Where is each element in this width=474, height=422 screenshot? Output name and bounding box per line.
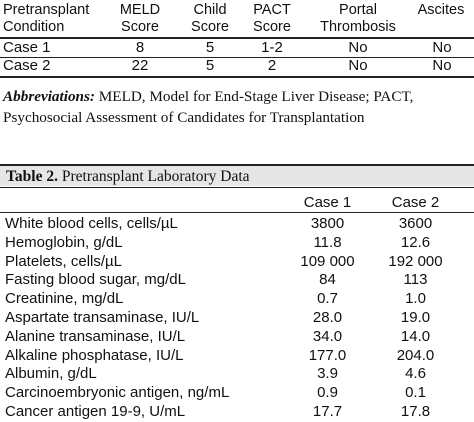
t2-row-case1: 3.9: [317, 365, 338, 383]
t1-row2-meld: 22: [131, 57, 149, 74]
t1-bottom-rule: [0, 76, 474, 78]
t2-row-case2: 0.1: [405, 384, 426, 402]
t1-row1-portal: No: [348, 39, 368, 56]
t2-row-case1: 0.7: [317, 290, 338, 308]
t2-row-case1: 34.0: [312, 327, 343, 345]
t2-row-case2: 192 000: [388, 252, 443, 270]
t1-header-meld: MELD Score: [119, 2, 161, 35]
t1-row2-ascites: No: [432, 57, 452, 74]
t2-row-label: Alkaline phosphatase, IU/L: [5, 346, 184, 364]
t2-row-case1: 84: [319, 271, 336, 289]
t2-title-text: Pretransplant Laboratory Data: [57, 168, 250, 185]
table-row: [0, 365, 474, 384]
t2-row-label: Cancer antigen 19-9, U/mL: [5, 403, 186, 420]
t2-row-label: White blood cells, cells/µL: [5, 215, 178, 232]
t2-title: [6, 167, 250, 186]
t2-row-case1: 109 000: [300, 252, 355, 270]
t1-row1-condition: Case 1: [3, 39, 51, 56]
t2-row-label: Creatinine, mg/dL: [5, 290, 124, 308]
t2-row-label: Hemoglobin, g/dL: [5, 233, 123, 251]
table-row: [0, 328, 474, 347]
t2-row-case2: 12.6: [400, 233, 431, 251]
t1-row1-meld: 8: [135, 39, 145, 56]
table-row: [0, 347, 474, 366]
table-row: [0, 215, 474, 234]
t2-row-case2: 204.0: [396, 346, 435, 364]
t1-row2-portal: No: [348, 57, 368, 74]
table-row: [0, 290, 474, 309]
abbreviations-label: Abbreviations:: [3, 88, 95, 105]
t1-header-child: Child Score: [191, 2, 229, 35]
t1-row2-pact: 2: [267, 57, 277, 74]
t2-row-case2: 4.6: [405, 365, 426, 383]
t2-header-case1: Case 1: [303, 194, 352, 211]
t2-row-case2: 113: [403, 271, 428, 289]
abbreviations-footnote: [3, 86, 473, 128]
t2-row-case2: 19.0: [400, 309, 431, 326]
t1-row2-child: 5: [205, 57, 215, 74]
table-row: [0, 271, 474, 290]
t2-row-label: Fasting blood sugar, mg/dL: [5, 271, 186, 289]
t2-row-case1: 17.7: [312, 403, 343, 420]
t1-header-condition: Pretransplant Condition: [3, 2, 90, 35]
t2-row-case1: 11.8: [313, 233, 342, 251]
t2-row-case2: 14.0: [400, 327, 431, 345]
t2-header-case2: Case 2: [391, 194, 440, 211]
t1-row1-child: 5: [205, 39, 215, 56]
t2-row-label: Albumin, g/dL: [5, 365, 97, 383]
t2-row-label: Aspartate transaminase, IU/L: [5, 309, 200, 326]
t2-row-case2: 1.0: [405, 290, 426, 308]
abbreviations-text: MELD, Model for End-Stage Liver Disease; PACT, Psychosocial Assessment of Candidates for Transplantation: [3, 88, 414, 126]
t2-row-case1: 177.0: [308, 346, 347, 364]
table-row: [0, 253, 474, 272]
t2-title-rule: [0, 187, 474, 188]
t2-row-case2: 3600: [398, 215, 433, 232]
t2-title-label: Table 2.: [6, 168, 58, 185]
t1-header-ascites: Ascites: [417, 2, 465, 18]
table-row: [0, 234, 474, 253]
t2-row-label: Carcinoembryonic antigen, ng/mL: [5, 384, 230, 402]
t2-row-case2: 17.8: [400, 403, 431, 420]
t1-header-pact: PACT Score: [253, 2, 291, 35]
t2-row-label: Alanine transaminase, IU/L: [5, 327, 186, 345]
t2-row-case1: 3800: [310, 215, 345, 232]
t1-row1-pact: 1-2: [261, 39, 283, 56]
t2-header-rule: [0, 212, 474, 213]
t2-row-label: Platelets, cells/µL: [5, 252, 123, 270]
t1-row2-condition: Case 2: [3, 57, 51, 74]
table-row: [0, 309, 474, 328]
t2-row-case1: 0.9: [317, 384, 338, 402]
t1-header-portal-thrombosis: Portal Thrombosis: [320, 2, 396, 35]
t1-row1-ascites: No: [432, 39, 452, 56]
t2-row-case1: 28.0: [312, 309, 343, 326]
table-row: [0, 403, 474, 422]
table-row: [0, 384, 474, 403]
